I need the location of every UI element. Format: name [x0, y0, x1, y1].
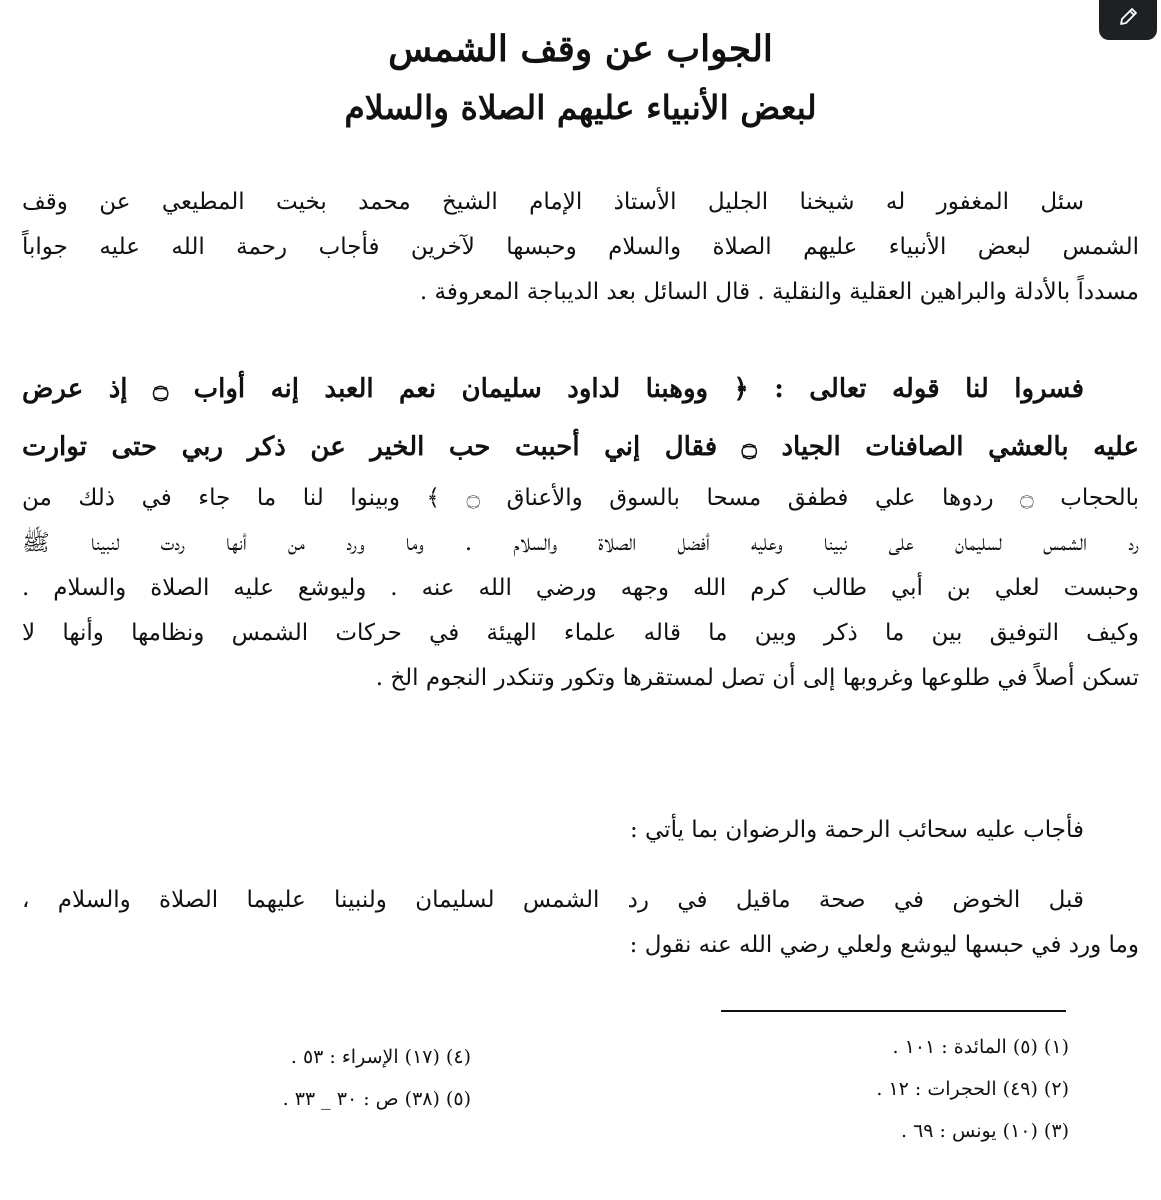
edit-button[interactable]: [1099, 0, 1157, 40]
page-subtitle: لبعض الأنبياء عليهم الصلاة والسلام: [344, 88, 817, 127]
intro-line: الشمس لبعض الأنبياء عليهم الصلاة والسلام وحبسها لآخرين فأجاب رحمة الله عليه جواباً: [22, 234, 1139, 260]
footnote-divider: [721, 1010, 1066, 1012]
question-line: فسروا لنا قوله تعالى : ﴿ ووهبنا لداود سليمان نعم العبد إنه أواب ۝ إذ عرض: [22, 374, 1085, 404]
footnote: (٥) (٣٨) ص : ٣٠ _ ٣٣ .: [282, 1088, 471, 1110]
question-line: تسكن أصلاً في طلوعها وغروبها إلى أن تصل لمستقرها وتكور وتنكدر النجوم الخ .: [375, 665, 1139, 691]
footnote: (٣) (١٠) يونس : ٦٩ .: [900, 1120, 1069, 1142]
footnotes-right: [876, 1026, 1069, 1152]
page-title: الجواب عن وقف الشمس: [388, 28, 773, 70]
footnote: (٢) (٤٩) الحجرات : ١٢ .: [876, 1078, 1069, 1100]
footnote: (٤) (١٧) الإسراء : ٥٣ .: [290, 1046, 471, 1068]
intro-paragraph: [22, 180, 1139, 315]
footnote: (١) (٥) المائدة : ١٠١ .: [892, 1036, 1069, 1058]
question-line: وحبست لعلي بن أبي طالب كرم الله وجهه ورضي الله عنه . وليوشع عليه الصلاة والسلام .: [22, 575, 1139, 601]
answer-paragraph: [22, 878, 1139, 968]
question-paragraph: [22, 360, 1139, 701]
footnotes-left: [283, 1036, 471, 1120]
pencil-icon: [1117, 6, 1139, 28]
question-line: رد الشمس لسليمان على نبينا وعليه أفضل الصلاة والسلام . وما ورد من أنها ردت لنبينا ﷺ: [22, 530, 1139, 556]
intro-line: مسدداً بالأدلة والبراهين العقلية والنقلية . قال السائل بعد الديباجة المعروفة .: [419, 279, 1139, 305]
answer-line: وما ورد في حبسها ليوشع ولعلي رضي الله عنه نقول :: [629, 932, 1139, 958]
intro-line: سئل المغفور له شيخنا الجليل الأستاذ الإمام الشيخ محمد بخيت المطيعي عن وقف: [22, 189, 1084, 215]
question-line: وكيف التوفيق بين ما ذكر وبين ما قاله علماء الهيئة في حركات الشمس ونظامها وأنها لا: [22, 620, 1139, 646]
question-line: عليه بالعشي الصافنات الجياد ۝ فقال إني أحببت حب الخير عن ذكر ربي حتى توارت: [22, 432, 1139, 462]
answer-line: قبل الخوض في صحة ماقيل في رد الشمس لسليمان ولنبينا عليهما الصلاة والسلام ،: [22, 887, 1084, 913]
answer-intro: [22, 808, 1139, 853]
question-line: بالحجاب ۝ ردوها علي فطفق مسحا بالسوق والأعناق ۝ ﴾ وبينوا لنا ما جاء في ذلك من: [22, 485, 1139, 511]
answer-intro-line: فأجاب عليه سحائب الرحمة والرضوان بما يأتي :: [629, 817, 1084, 843]
